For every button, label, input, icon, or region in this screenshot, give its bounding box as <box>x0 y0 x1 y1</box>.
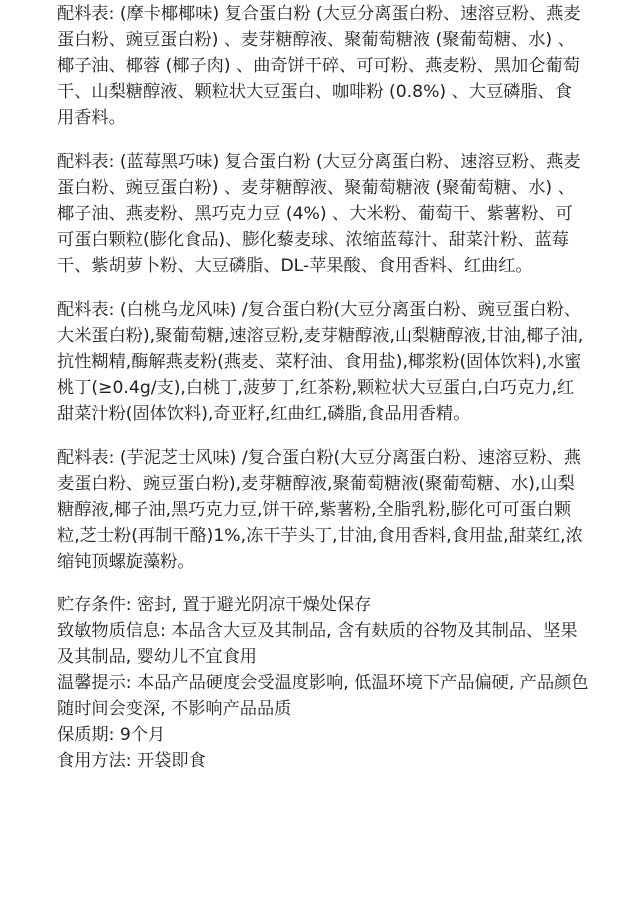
shelf-life: 保质期: 9个月 <box>57 725 166 745</box>
ingredients-blueberry-dark-chocolate: 配料表: (蓝莓黑巧味) 复合蛋白粉 (大豆分离蛋白粉、速溶豆粉、燕麦蛋白粉、豌豆蛋白粉) 、麦芽糖醇液、聚葡萄糖液 (聚葡萄糖、水) 、椰子油、燕麦粉、黑巧克力豆 (4%) 、大米粉、葡萄干、紫薯粉、可可蛋白颗粒(膨化食品)、膨化藜麦球、浓缩蓝莓汁、甜菜汁粉、蓝莓干、紫胡萝卜粉、大豆磷脂、DL-苹果酸、食用香料、红曲红。 <box>57 152 581 276</box>
usage-method: 食用方法: 开袋即食 <box>57 751 206 771</box>
ingredients-white-peach-oolong: 配料表: (白桃乌龙风味) /复合蛋白粉(大豆分离蛋白粉、豌豆蛋白粉、大米蛋白粉),聚葡萄糖,速溶豆粉,麦芽糖醇液,山梨糖醇液,甘油,椰子油,抗性糊精,酶解燕麦粉(燕麦、菜籽油、食用盐),椰浆粉(固体饮料),水蜜桃丁(≥0.4g/支),白桃丁,菠萝丁,红茶粉,颗粒状大豆蛋白,白巧克力,红甜菜汁粉(固体饮料),奇亚籽,红曲红,磷脂,食品用香精。 <box>57 300 584 424</box>
product-info-page <box>57 0 589 774</box>
ingredients-taro-cheese: 配料表: (芋泥芝士风味) /复合蛋白粉(大豆分离蛋白粉、速溶豆粉、燕麦蛋白粉、豌豆蛋白粉),麦芽糖醇液,聚葡萄糖液(聚葡萄糖、水),山梨糖醇液,椰子油,黑巧克力豆,饼干碎,紫薯粉,全脂乳粉,膨化可可蛋白颗粒,芝士粉(再制干酪)1%,冻干芋头丁,甘油,食用香料,食用盐,甜菜红,浓缩钝顶螺旋藻粉。 <box>57 448 583 572</box>
allergen-info: 致敏物质信息: 本品含大豆及其制品, 含有麸质的谷物及其制品、坚果及其制品, 婴幼儿不宜食用 <box>57 621 578 667</box>
product-info-section <box>57 592 589 774</box>
storage-conditions: 贮存条件: 密封, 置于避光阴凉干燥处保存 <box>57 595 372 615</box>
ingredients-mocha-coconut: 配料表: (摩卡椰椰味) 复合蛋白粉 (大豆分离蛋白粉、速溶豆粉、燕麦蛋白粉、豌豆蛋白粉) 、麦芽糖醇液、聚葡萄糖液 (聚葡萄糖、水) 、椰子油、椰蓉 (椰子肉) 、曲奇饼干碎、可可粉、燕麦粉、黑加仑葡萄干、山梨糖醇液、颗粒状大豆蛋白、咖啡粉 (0.8%) 、大豆磷脂、食用香料。 <box>57 4 581 128</box>
warm-tips: 温馨提示: 本品产品硬度会受温度影响, 低温环境下产品偏硬, 产品颜色随时间会变深, 不影响产品品质 <box>57 673 589 719</box>
